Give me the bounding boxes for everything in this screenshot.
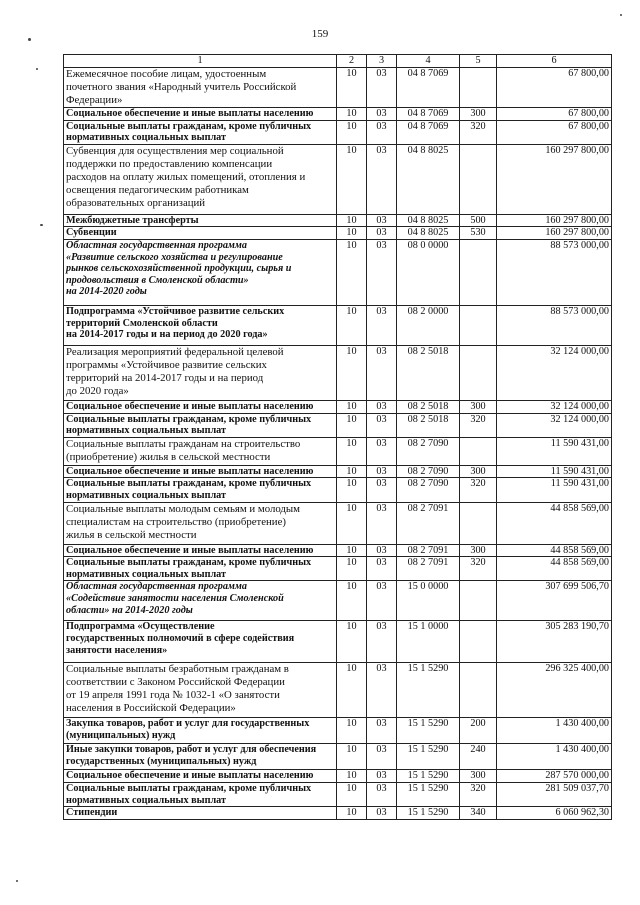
table-row	[64, 621, 612, 663]
amount-value: 32 124 000,00	[497, 400, 612, 413]
section-code: 10	[337, 663, 367, 718]
section-code: 10	[337, 345, 367, 400]
amount-value: 32 124 000,00	[497, 413, 612, 437]
subsection-code: 03	[367, 557, 397, 581]
subsection-code: 03	[367, 770, 397, 783]
table-row	[64, 581, 612, 621]
row-label: Подпрограмма «Осуществление государственных полномочий в сфере содействия занятости населения»	[64, 621, 337, 663]
target-article-code: 08 2 7090	[397, 465, 460, 478]
amount-value: 287 570 000,00	[497, 770, 612, 783]
scan-speck	[40, 224, 43, 226]
section-code: 10	[337, 478, 367, 502]
amount-value: 88 573 000,00	[497, 305, 612, 345]
target-article-code: 08 2 5018	[397, 413, 460, 437]
subsection-code: 03	[367, 581, 397, 621]
scan-speck	[28, 38, 31, 41]
section-code: 10	[337, 770, 367, 783]
row-label: Подпрограмма «Устойчивое развитие сельских территорий Смоленской области на 2014-2017 годы и на период до 2020 года»	[64, 305, 337, 345]
scan-speck	[620, 14, 622, 16]
header-col-1: 1	[64, 55, 337, 68]
expense-type-code: 300	[460, 400, 497, 413]
table-row	[64, 502, 612, 544]
table-row	[64, 557, 612, 581]
section-code: 10	[337, 557, 367, 581]
row-label: Субвенция для осуществления мер социальной поддержки по предоставлению компенсации расходов на оплату жилых помещений, отопления и освещения педагогическим работникам образовательных организаций	[64, 144, 337, 214]
expense-type-code: 320	[460, 120, 497, 144]
section-code: 10	[337, 400, 367, 413]
amount-value: 32 124 000,00	[497, 345, 612, 400]
target-article-code: 15 1 5290	[397, 718, 460, 744]
header-col-3: 3	[367, 55, 397, 68]
subsection-code: 03	[367, 807, 397, 820]
scan-speck	[36, 68, 38, 70]
row-label: Социальные выплаты безработным гражданам в соответствии с Законом Российской Федерации от 19 апреля 1991 года № 1032-1 «О занятости населения в Российской Федерации»	[64, 663, 337, 718]
row-label: Социальные выплаты гражданам, кроме публичных нормативных социальных выплат	[64, 120, 337, 144]
table-row	[64, 437, 612, 465]
row-label: Субвенции	[64, 227, 337, 240]
table-row	[64, 782, 612, 806]
amount-value: 11 590 431,00	[497, 478, 612, 502]
expense-type-code: 300	[460, 108, 497, 121]
expense-type-code: 320	[460, 478, 497, 502]
expense-type-code	[460, 502, 497, 544]
expense-type-code	[460, 144, 497, 214]
amount-value: 44 858 569,00	[497, 502, 612, 544]
subsection-code: 03	[367, 718, 397, 744]
table-row	[64, 305, 612, 345]
expense-type-code: 320	[460, 413, 497, 437]
header-col-5: 5	[460, 55, 497, 68]
target-article-code: 04 8 8025	[397, 227, 460, 240]
amount-value: 67 800,00	[497, 120, 612, 144]
amount-value: 11 590 431,00	[497, 465, 612, 478]
subsection-code: 03	[367, 663, 397, 718]
row-label: Социальное обеспечение и иные выплаты населению	[64, 108, 337, 121]
subsection-code: 03	[367, 744, 397, 770]
target-article-code: 08 2 0000	[397, 305, 460, 345]
table-row	[64, 770, 612, 783]
row-label: Иные закупки товаров, работ и услуг для обеспечения государственных (муниципальных) нужд	[64, 744, 337, 770]
row-label: Стипендии	[64, 807, 337, 820]
subsection-code: 03	[367, 345, 397, 400]
table-row	[64, 227, 612, 240]
target-article-code: 08 2 7091	[397, 502, 460, 544]
target-article-code: 15 1 5290	[397, 770, 460, 783]
expense-type-code	[460, 663, 497, 718]
row-label: Областная государственная программа «Содействие занятости населения Смоленской области» на 2014-2020 годы	[64, 581, 337, 621]
section-code: 10	[337, 465, 367, 478]
expense-type-code: 320	[460, 782, 497, 806]
expense-type-code	[460, 305, 497, 345]
target-article-code: 08 2 5018	[397, 400, 460, 413]
subsection-code: 03	[367, 502, 397, 544]
expense-type-code: 300	[460, 465, 497, 478]
amount-value: 1 430 400,00	[497, 718, 612, 744]
row-label: Социальные выплаты гражданам, кроме публичных нормативных социальных выплат	[64, 413, 337, 437]
table-row	[64, 120, 612, 144]
section-code: 10	[337, 437, 367, 465]
target-article-code: 15 1 5290	[397, 744, 460, 770]
table-row	[64, 478, 612, 502]
subsection-code: 03	[367, 227, 397, 240]
table-row	[64, 413, 612, 437]
header-col-4: 4	[397, 55, 460, 68]
subsection-code: 03	[367, 400, 397, 413]
header-col-2: 2	[337, 55, 367, 68]
expense-type-code: 300	[460, 544, 497, 557]
target-article-code: 04 8 7069	[397, 108, 460, 121]
budget-table	[63, 54, 612, 820]
target-article-code: 15 1 5290	[397, 807, 460, 820]
section-code: 10	[337, 581, 367, 621]
table-row	[64, 214, 612, 227]
section-code: 10	[337, 544, 367, 557]
row-label: Социальное обеспечение и иные выплаты населению	[64, 770, 337, 783]
target-article-code: 15 1 5290	[397, 663, 460, 718]
amount-value: 296 325 400,00	[497, 663, 612, 718]
row-label: Социальное обеспечение и иные выплаты населению	[64, 400, 337, 413]
target-article-code: 04 8 8025	[397, 214, 460, 227]
expense-type-code	[460, 437, 497, 465]
section-code: 10	[337, 108, 367, 121]
table-row	[64, 744, 612, 770]
section-code: 10	[337, 744, 367, 770]
amount-value: 281 509 037,70	[497, 782, 612, 806]
table-row	[64, 663, 612, 718]
section-code: 10	[337, 68, 367, 108]
amount-value: 44 858 569,00	[497, 544, 612, 557]
header-col-6: 6	[497, 55, 612, 68]
subsection-code: 03	[367, 239, 397, 305]
target-article-code: 15 0 0000	[397, 581, 460, 621]
amount-value: 305 283 190,70	[497, 621, 612, 663]
table-row	[64, 718, 612, 744]
row-label: Социальные выплаты гражданам на строительство (приобретение) жилья в сельской местности	[64, 437, 337, 465]
expense-type-code	[460, 239, 497, 305]
subsection-code: 03	[367, 465, 397, 478]
section-code: 10	[337, 214, 367, 227]
target-article-code: 08 2 7091	[397, 557, 460, 581]
table-row	[64, 465, 612, 478]
scan-speck	[16, 880, 18, 882]
target-article-code: 04 8 7069	[397, 120, 460, 144]
row-label: Областная государственная программа «Развитие сельского хозяйства и регулирование рынков сельскохозяйственной продукции, сырья и продовольствия в Смоленской области» на 2014-2020 годы	[64, 239, 337, 305]
table-row	[64, 144, 612, 214]
subsection-code: 03	[367, 144, 397, 214]
table-row	[64, 807, 612, 820]
amount-value: 11 590 431,00	[497, 437, 612, 465]
table-row	[64, 544, 612, 557]
target-article-code: 15 1 5290	[397, 782, 460, 806]
section-code: 10	[337, 782, 367, 806]
header-row	[64, 55, 612, 68]
amount-value: 67 800,00	[497, 68, 612, 108]
expense-type-code: 300	[460, 770, 497, 783]
table-body	[64, 68, 612, 820]
amount-value: 160 297 800,00	[497, 214, 612, 227]
row-label: Социальное обеспечение и иные выплаты населению	[64, 544, 337, 557]
expense-type-code: 500	[460, 214, 497, 227]
section-code: 10	[337, 227, 367, 240]
subsection-code: 03	[367, 108, 397, 121]
section-code: 10	[337, 413, 367, 437]
section-code: 10	[337, 144, 367, 214]
table-row	[64, 68, 612, 108]
amount-value: 44 858 569,00	[497, 557, 612, 581]
subsection-code: 03	[367, 214, 397, 227]
table-row	[64, 345, 612, 400]
subsection-code: 03	[367, 782, 397, 806]
subsection-code: 03	[367, 437, 397, 465]
subsection-code: 03	[367, 544, 397, 557]
target-article-code: 08 2 7090	[397, 478, 460, 502]
expense-type-code: 340	[460, 807, 497, 820]
section-code: 10	[337, 718, 367, 744]
expense-type-code	[460, 581, 497, 621]
target-article-code: 04 8 8025	[397, 144, 460, 214]
expense-type-code: 240	[460, 744, 497, 770]
subsection-code: 03	[367, 478, 397, 502]
row-label: Межбюджетные трансферты	[64, 214, 337, 227]
target-article-code: 08 2 7090	[397, 437, 460, 465]
target-article-code: 04 8 7069	[397, 68, 460, 108]
page-number: 159	[311, 28, 329, 40]
expense-type-code: 320	[460, 557, 497, 581]
expense-type-code	[460, 345, 497, 400]
row-label: Ежемесячное пособие лицам, удостоенным почетного звания «Народный учитель Российской Федерации»	[64, 68, 337, 108]
row-label: Закупка товаров, работ и услуг для государственных (муниципальных) нужд	[64, 718, 337, 744]
expense-type-code	[460, 621, 497, 663]
amount-value: 67 800,00	[497, 108, 612, 121]
amount-value: 88 573 000,00	[497, 239, 612, 305]
table-row	[64, 239, 612, 305]
section-code: 10	[337, 239, 367, 305]
section-code: 10	[337, 621, 367, 663]
expense-type-code: 200	[460, 718, 497, 744]
row-label: Реализация мероприятий федеральной целевой программы «Устойчивое развитие сельских территорий на 2014-2017 годы и на период до 2020 года»	[64, 345, 337, 400]
section-code: 10	[337, 305, 367, 345]
section-code: 10	[337, 502, 367, 544]
amount-value: 160 297 800,00	[497, 227, 612, 240]
section-code: 10	[337, 120, 367, 144]
subsection-code: 03	[367, 413, 397, 437]
row-label: Социальные выплаты гражданам, кроме публичных нормативных социальных выплат	[64, 557, 337, 581]
row-label: Социальные выплаты гражданам, кроме публичных нормативных социальных выплат	[64, 478, 337, 502]
amount-value: 1 430 400,00	[497, 744, 612, 770]
table-row	[64, 108, 612, 121]
amount-value: 160 297 800,00	[497, 144, 612, 214]
subsection-code: 03	[367, 120, 397, 144]
target-article-code: 08 2 7091	[397, 544, 460, 557]
target-article-code: 08 0 0000	[397, 239, 460, 305]
subsection-code: 03	[367, 621, 397, 663]
subsection-code: 03	[367, 305, 397, 345]
row-label: Социальные выплаты молодым семьям и молодым специалистам на строительство (приобретение) жилья в сельской местности	[64, 502, 337, 544]
target-article-code: 15 1 0000	[397, 621, 460, 663]
section-code: 10	[337, 807, 367, 820]
row-label: Социальное обеспечение и иные выплаты населению	[64, 465, 337, 478]
expense-type-code	[460, 68, 497, 108]
amount-value: 6 060 962,30	[497, 807, 612, 820]
subsection-code: 03	[367, 68, 397, 108]
amount-value: 307 699 506,70	[497, 581, 612, 621]
row-label: Социальные выплаты гражданам, кроме публичных нормативных социальных выплат	[64, 782, 337, 806]
table-row	[64, 400, 612, 413]
expense-type-code: 530	[460, 227, 497, 240]
target-article-code: 08 2 5018	[397, 345, 460, 400]
